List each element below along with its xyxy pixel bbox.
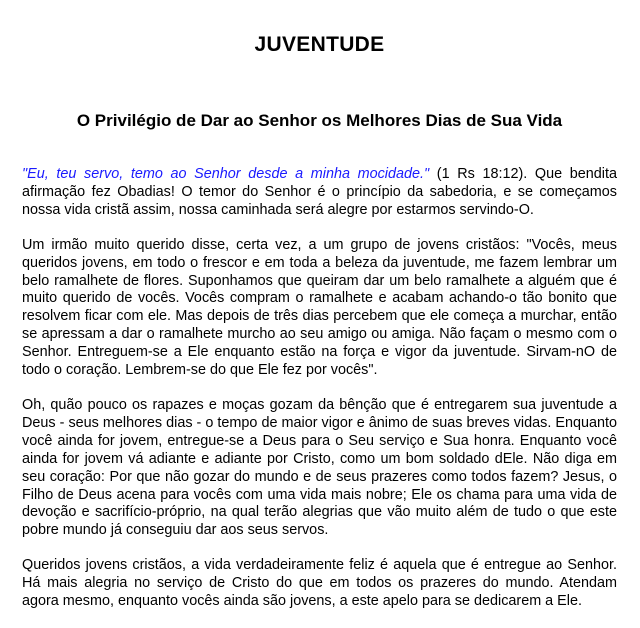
paragraph-3: Oh, quão pouco os rapazes e moças gozam da bênção que é entregarem sua juventude a Deus - seus melhores dias - o tempo de maior vigor e ânimo de suas breves vidas. Enquanto você ainda for jovem, entregue-se a Deus para o Seu serviço e Sua honra. Enquanto você ainda for jovem vá adiante e adiante por Cristo, como um bom soldado dEle. Não diga em seu coração: Por que não gozar do mundo e de seus prazeres como todos fazem? Jesus, o Filho de Deus acena para vocês com uma vida mais nobre; Ele os chama para uma vida de devoção e sacrifício-próprio, na qual terão alegrias que vão muito além de tudo o que este pobre mundo já conseguiu dar aos seus servos. xyxy=(22,396,617,539)
paragraph-2: Um irmão muito querido disse, certa vez, a um grupo de jovens cristãos: "Vocês, meus queridos jovens, em todo o frescor e em toda a beleza da juventude, me fazem lembrar um belo ramalhete de flores. Suponhamos que queiram dar um belo ramalhete a alguém que é muito querido de vocês. Vocês compram o ramalhete e acabam achando-o tão bonito que resolvem ficar com ele. Mas depois de três dias percebem que ele começa a murchar, então se apressam a dar o ramalhete murcho ao seu amigo ou amiga. Não façam o mesmo com o Senhor. Entreguem-se a Ele enquanto estão na força e vigor da juventude. Sirvam-nO de todo o coração. Lembrem-se do que Ele fez por vocês". xyxy=(22,236,617,379)
paragraph-4: Queridos jovens cristãos, a vida verdadeiramente feliz é aquela que é entregue ao Senhor. Há mais alegria no serviço de Cristo do que em todos os prazeres do mundo. Atendam agora mesmo, enquanto vocês ainda são jovens, a este apelo para se dedicarem a Ele. xyxy=(22,557,617,610)
page-subtitle: O Privilégio de Dar ao Senhor os Melhores Dias de Sua Vida xyxy=(76,111,563,130)
bible-quote: "Eu, teu servo, temo ao Senhor desde a minha mocidade." xyxy=(22,166,430,182)
page-title: JUVENTUDE xyxy=(254,33,385,56)
paragraph-1-text: (1 Rs 18:12). Que bendita afirmação fez Obadias! O temor do Senhor é o princípio da sabedoria, e se começamos nossa vida cristã assim, nossa caminhada será alegre por estarmos servindo-O. xyxy=(22,166,618,218)
document-page xyxy=(22,0,617,611)
paragraph-1 xyxy=(22,166,617,220)
